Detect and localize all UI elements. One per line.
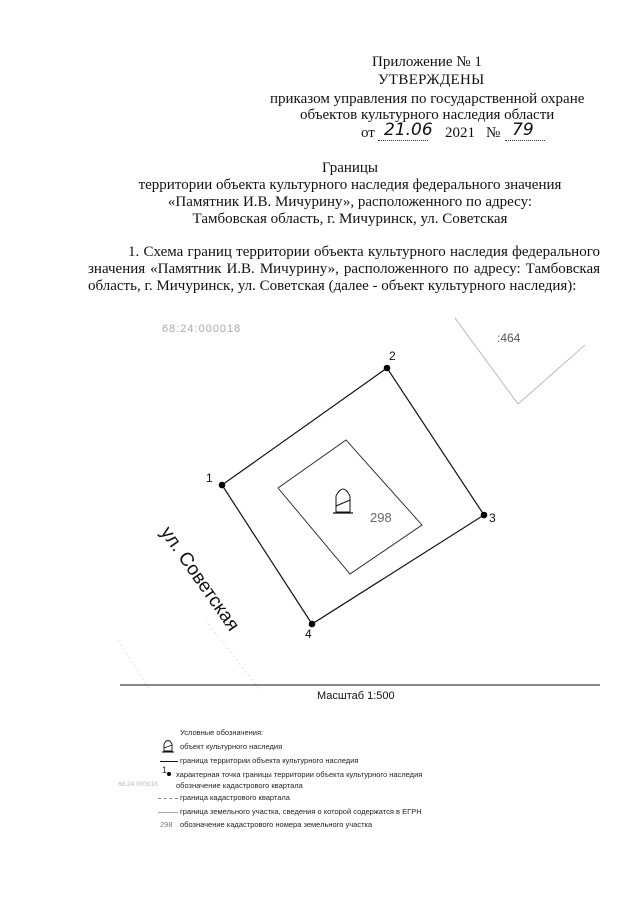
legend-item-territory: граница территории объекта культурного наследия: [180, 756, 359, 765]
scale-label: Масштаб 1:500: [317, 690, 395, 702]
scheme-paragraph: [88, 244, 600, 295]
legend-point-dot: [167, 772, 171, 776]
title-line-3: «Памятник И.В. Мичурину», расположенного по адресу:: [167, 194, 533, 210]
title-line-1: Границы: [321, 160, 379, 176]
legend-item-parcel-number: обозначение кадастрового номера земельного участка: [180, 820, 373, 829]
legend-item-quarter: обозначение кадастрового квартала: [176, 781, 303, 790]
boundary-map: [0, 310, 640, 710]
order-number-label: №: [486, 125, 501, 141]
legend-parcel-line: [158, 812, 178, 813]
date-from-label: от: [361, 125, 375, 141]
legend-point-number: 1: [162, 765, 168, 775]
approved-label: УТВЕРЖДЕНЫ: [378, 72, 485, 88]
point-label-2: 2: [389, 349, 396, 363]
parcel-label-464: :464: [497, 331, 521, 345]
monument-icon: [333, 489, 353, 513]
title-line-4: Тамбовская область, г. Мичуринск, ул. Советская: [192, 211, 508, 227]
date-underline: [378, 140, 428, 141]
boundary-point-2: [384, 365, 391, 372]
legend-quarter-line: [158, 798, 178, 799]
scheme-paragraph-text: 1. Схема границ территории объекта культурного наследия федерального значения «Памятник И.В. Мичурину», расположенного по адресу: Тамбовская область, г. Мичуринск, ул. Советская (далее - объект культурного наследия):: [88, 244, 600, 294]
number-underline: [505, 140, 545, 141]
order-line-2: объектов культурного наследия области: [300, 107, 555, 123]
boundary-point-1: [219, 482, 226, 489]
legend-monument-icon: [158, 738, 180, 754]
legend-item-quarter-border: граница кадастрового квартала: [180, 793, 290, 802]
territory-boundary: [222, 368, 484, 624]
appendix-label: Приложение № 1: [372, 54, 482, 70]
legend-item-monument: объект культурного наследия: [180, 742, 283, 751]
order-year: 2021: [445, 125, 475, 141]
cadastral-quarter-label: 68:24:000018: [162, 323, 242, 335]
legend-item-point: характерная точка границы территории объекта культурного наследия: [176, 770, 423, 779]
order-number-handwritten: 79: [512, 120, 534, 140]
legend-parcel-sample: 298: [160, 820, 173, 829]
street-label: ул. Советская: [155, 522, 244, 636]
legend-quarter-sample: 68:24:000018: [118, 781, 158, 788]
point-label-1: 1: [206, 471, 213, 485]
legend-title: Условные обозначения:: [180, 728, 264, 737]
legend-item-parcel: граница земельного участка, сведения о которой содержатся в ЕГРН: [180, 807, 422, 816]
order-date-handwritten: 21.06: [384, 120, 433, 140]
title-line-2: территории объекта культурного наследия федерального значения: [138, 177, 562, 193]
point-label-3: 3: [489, 511, 496, 525]
point-label-4: 4: [305, 627, 312, 641]
parcel-label-298: 298: [370, 510, 392, 525]
legend-territory-line: [160, 761, 178, 762]
boundary-point-3: [481, 512, 488, 519]
street-edge-line: [118, 640, 150, 690]
order-line-1: приказом управления по государственной охране: [270, 91, 585, 107]
